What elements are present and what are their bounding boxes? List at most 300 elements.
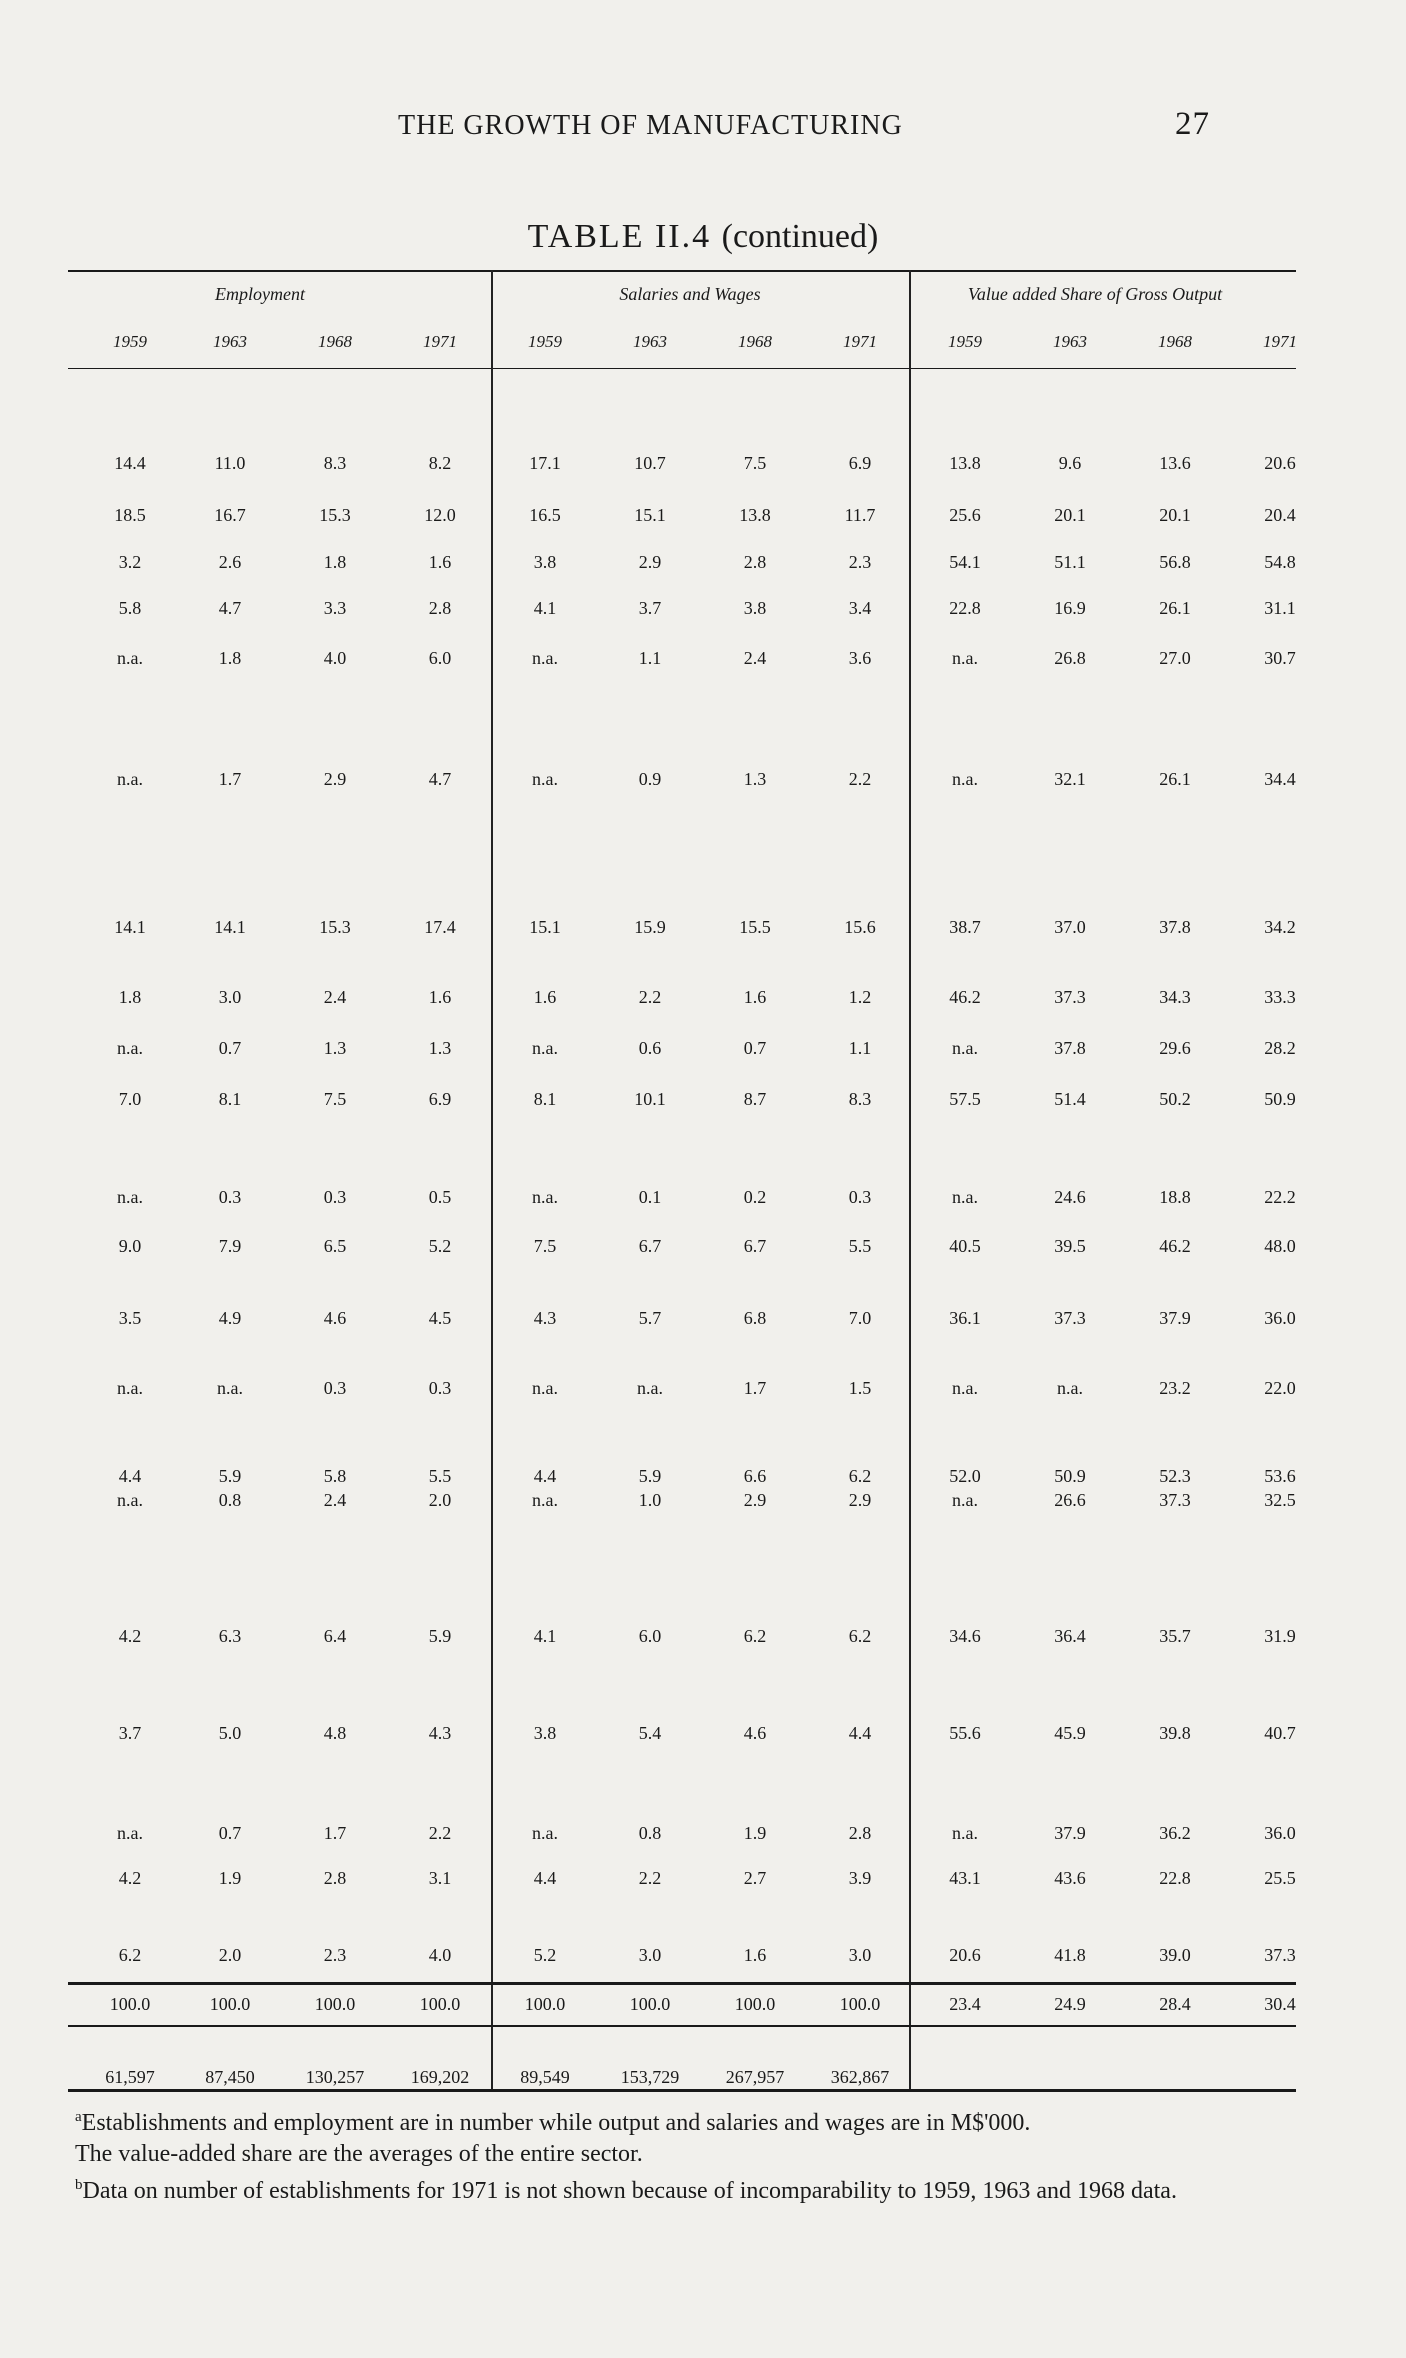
table-cell: 4.4 — [533, 1466, 557, 1486]
year-header: 1971 — [1263, 332, 1297, 351]
table-cell: 2.8 — [848, 1823, 872, 1843]
table-cell: 3.1 — [428, 1868, 452, 1888]
table-cell: 7.5 — [323, 1089, 347, 1109]
table-cell: 0.2 — [743, 1187, 767, 1207]
table-cell: 6.4 — [323, 1626, 347, 1646]
table-cell: 267,957 — [725, 2067, 785, 2087]
table-cell: 5.0 — [218, 1723, 242, 1743]
table-cell: 45.9 — [1054, 1723, 1086, 1743]
table-cell: 31.1 — [1264, 598, 1296, 618]
table-cell: 37.3 — [1054, 1308, 1086, 1328]
table-cell: 0.3 — [218, 1187, 242, 1207]
table-cell: 1.7 — [743, 1378, 767, 1398]
table-row — [0, 1378, 1406, 1404]
year-header: 1963 — [633, 332, 667, 351]
table-cell: 34.4 — [1264, 769, 1296, 789]
table-row — [0, 1308, 1406, 1334]
table-cell: 48.0 — [1264, 1236, 1296, 1256]
table-cell: 6.7 — [743, 1236, 767, 1256]
table-cell: 37.3 — [1054, 987, 1086, 1007]
table-cell: 2.0 — [218, 1945, 242, 1965]
table-row — [0, 917, 1406, 943]
table-cell: 54.8 — [1264, 552, 1296, 572]
table-cell: 4.2 — [118, 1626, 142, 1646]
year-header: 1971 — [423, 332, 457, 351]
table-label: TABLE II.4 — [527, 218, 712, 255]
footnote-a-text: Establishments and employment are in number while output and salaries and wages are in M$'000. — [81, 2110, 1031, 2136]
table-cell: 3.0 — [218, 987, 242, 1007]
table-cell: 25.6 — [949, 505, 981, 525]
table-cell: 1.9 — [743, 1823, 767, 1843]
table-cell: n.a. — [952, 1187, 978, 1207]
table-cell: 7.0 — [118, 1089, 142, 1109]
year-header: 1971 — [843, 332, 877, 351]
table-row — [0, 453, 1406, 479]
table-cell: 6.2 — [743, 1626, 767, 1646]
table-cell: 1.2 — [848, 987, 872, 1007]
table-cell: 30.7 — [1264, 648, 1296, 668]
table-cell: 5.8 — [118, 598, 142, 618]
table-cell: n.a. — [532, 1187, 558, 1207]
table-cell: n.a. — [532, 769, 558, 789]
table-cell: 3.3 — [323, 598, 347, 618]
table-row — [0, 987, 1406, 1013]
table-cell: 0.8 — [638, 1823, 662, 1843]
table-cell: 6.2 — [848, 1626, 872, 1646]
table-cell: 6.0 — [638, 1626, 662, 1646]
table-cell: 22.0 — [1264, 1378, 1296, 1398]
table-cell: 23.4 — [949, 1994, 981, 2014]
table-cell: 61,597 — [105, 2067, 155, 2087]
table-cell: 1.9 — [218, 1868, 242, 1888]
table-cell: n.a. — [532, 648, 558, 668]
table-cell: 1.6 — [743, 987, 767, 1007]
table-cell: 3.8 — [533, 1723, 557, 1743]
table-cell: 2.4 — [743, 648, 767, 668]
table-cell: 8.3 — [848, 1089, 872, 1109]
table-cell: 36.0 — [1264, 1308, 1296, 1328]
table-cell: 1.6 — [428, 552, 452, 572]
table-cell: 37.9 — [1054, 1823, 1086, 1843]
table-cell: n.a. — [952, 1378, 978, 1398]
table-cell: 15.1 — [529, 917, 561, 937]
table-cell: 2.9 — [848, 1490, 872, 1510]
year-header: 1963 — [1053, 332, 1087, 351]
table-cell: 4.4 — [848, 1723, 872, 1743]
table-cell: 4.3 — [428, 1723, 452, 1743]
table-cell: 0.6 — [638, 1038, 662, 1058]
table-cell: 3.4 — [848, 598, 872, 618]
year-header: 1963 — [213, 332, 247, 351]
table-cell: n.a. — [532, 1038, 558, 1058]
table-cell: 5.8 — [323, 1466, 347, 1486]
table-cell: n.a. — [952, 1038, 978, 1058]
table-cell: 50.2 — [1159, 1089, 1191, 1109]
table-cell: 3.8 — [743, 598, 767, 618]
table-cell: 22.8 — [1159, 1868, 1191, 1888]
table-row — [0, 1038, 1406, 1064]
table-cell: n.a. — [637, 1378, 663, 1398]
table-cell: n.a. — [117, 1490, 143, 1510]
table-cell: 8.1 — [218, 1089, 242, 1109]
table-cell: 50.9 — [1264, 1089, 1296, 1109]
table-cell: 54.1 — [949, 552, 981, 572]
table-cell: 7.5 — [743, 453, 767, 473]
table-cell: 4.7 — [428, 769, 452, 789]
table-row — [0, 1945, 1406, 1971]
table-cell: 1.7 — [218, 769, 242, 789]
table-cell: 6.5 — [323, 1236, 347, 1256]
table-cell: 2.6 — [218, 552, 242, 572]
table-cell: 34.6 — [949, 1626, 981, 1646]
table-cell: 2.2 — [428, 1823, 452, 1843]
table-cell: 17.4 — [424, 917, 456, 937]
table-cell: 6.2 — [118, 1945, 142, 1965]
table-cell: 5.5 — [848, 1236, 872, 1256]
table-cell: n.a. — [532, 1378, 558, 1398]
table-continued: (continued) — [721, 218, 879, 255]
table-cell: 2.8 — [428, 598, 452, 618]
table-cell: 16.9 — [1054, 598, 1086, 618]
table-cell: 15.9 — [634, 917, 666, 937]
table-cell: 6.8 — [743, 1308, 767, 1328]
table-cell: 13.6 — [1159, 453, 1191, 473]
table-cell: n.a. — [952, 1823, 978, 1843]
table-cell: 37.9 — [1159, 1308, 1191, 1328]
table-cell: 31.9 — [1264, 1626, 1296, 1646]
table-cell: 22.2 — [1264, 1187, 1296, 1207]
total-rule — [68, 1982, 1296, 1985]
table-cell: 39.0 — [1159, 1945, 1191, 1965]
table-cell: 4.3 — [533, 1308, 557, 1328]
table-cell: 36.0 — [1264, 1823, 1296, 1843]
table-cell: 2.4 — [323, 1490, 347, 1510]
table-cell: 4.6 — [323, 1308, 347, 1328]
table-cell: 15.1 — [634, 505, 666, 525]
footnote-value-added: The value-added share are the averages of the entire sector. — [75, 2141, 643, 2167]
table-row — [0, 598, 1406, 624]
table-cell: 5.9 — [638, 1466, 662, 1486]
table-cell: 43.6 — [1054, 1868, 1086, 1888]
table-cell: 100.0 — [524, 1994, 566, 2014]
table-cell: 3.8 — [533, 552, 557, 572]
table-cell: 6.2 — [848, 1466, 872, 1486]
table-cell: 41.8 — [1054, 1945, 1086, 1965]
table-cell: 35.7 — [1159, 1626, 1191, 1646]
table-cell: 1.1 — [638, 648, 662, 668]
table-cell: 1.8 — [118, 987, 142, 1007]
top-rule — [68, 270, 1296, 272]
table-cell: 130,257 — [305, 2067, 365, 2087]
table-cell: 89,549 — [520, 2067, 570, 2087]
table-cell: n.a. — [217, 1378, 243, 1398]
table-cell: 52.3 — [1159, 1466, 1191, 1486]
table-cell: 37.3 — [1159, 1490, 1191, 1510]
footnote-b-marker: b — [75, 2177, 83, 2193]
table-row — [0, 1823, 1406, 1849]
table-cell: 2.3 — [848, 552, 872, 572]
table-cell: 8.3 — [323, 453, 347, 473]
table-cell: 50.9 — [1054, 1466, 1086, 1486]
table-cell: 40.7 — [1264, 1723, 1296, 1743]
header-rule — [68, 368, 1296, 369]
table-cell: 1.3 — [323, 1038, 347, 1058]
table-cell: 37.3 — [1264, 1945, 1296, 1965]
table-cell: 37.8 — [1159, 917, 1191, 937]
table-row — [0, 1089, 1406, 1115]
table-cell: 2.8 — [323, 1868, 347, 1888]
table-cell: n.a. — [117, 1187, 143, 1207]
table-cell: 1.0 — [638, 1490, 662, 1510]
table-cell: 51.1 — [1054, 552, 1086, 572]
table-cell: 9.6 — [1058, 453, 1082, 473]
column-divider-2 — [909, 270, 911, 2090]
table-cell: 1.8 — [323, 552, 347, 572]
year-header: 1968 — [318, 332, 352, 351]
table-cell: 7.0 — [848, 1308, 872, 1328]
table-cell: 6.7 — [638, 1236, 662, 1256]
table-cell: n.a. — [1057, 1378, 1083, 1398]
table-cell: 24.9 — [1054, 1994, 1086, 2014]
table-cell: 5.2 — [428, 1236, 452, 1256]
table-cell: 11.0 — [214, 453, 246, 473]
table-cell: 1.8 — [218, 648, 242, 668]
table-cell: 1.3 — [743, 769, 767, 789]
table-cell: 2.9 — [323, 769, 347, 789]
table-cell: 0.3 — [848, 1187, 872, 1207]
table-cell: 15.3 — [319, 505, 351, 525]
table-cell: 33.3 — [1264, 987, 1296, 1007]
table-row — [0, 769, 1406, 795]
table-cell: 14.1 — [114, 917, 146, 937]
column-divider-1 — [491, 270, 493, 2090]
page-number: 27 — [1175, 106, 1210, 142]
table-cell: 4.4 — [533, 1868, 557, 1888]
table-cell: 2.8 — [743, 552, 767, 572]
table-cell: 46.2 — [1159, 1236, 1191, 1256]
table-cell: 26.8 — [1054, 648, 1086, 668]
table-cell: 37.8 — [1054, 1038, 1086, 1058]
table-cell: 23.2 — [1159, 1378, 1191, 1398]
table-cell: 15.5 — [739, 917, 771, 937]
table-cell: 5.2 — [533, 1945, 557, 1965]
table-cell: 39.5 — [1054, 1236, 1086, 1256]
table-cell: 1.7 — [323, 1823, 347, 1843]
total-rule — [68, 2025, 1296, 2027]
table-cell: 25.5 — [1264, 1868, 1296, 1888]
table-cell: 26.1 — [1159, 598, 1191, 618]
table-cell: 1.1 — [848, 1038, 872, 1058]
group-value-added-share: Value added Share of Gross Output — [967, 284, 1223, 304]
table-cell: 5.5 — [428, 1466, 452, 1486]
table-row — [0, 1994, 1406, 2020]
table-cell: 2.2 — [848, 769, 872, 789]
table-row — [0, 648, 1406, 674]
table-cell: n.a. — [117, 648, 143, 668]
table-cell: 362,867 — [830, 2067, 890, 2087]
table-cell: 4.0 — [323, 648, 347, 668]
year-header: 1959 — [948, 332, 982, 351]
table-cell: 16.5 — [529, 505, 561, 525]
table-cell: n.a. — [117, 1823, 143, 1843]
table-row — [0, 1490, 1406, 1516]
table-cell: 15.3 — [319, 917, 351, 937]
table-title — [0, 218, 1406, 256]
footnote-a — [75, 2102, 1195, 2139]
table-cell: 2.2 — [638, 987, 662, 1007]
table-cell: n.a. — [952, 1490, 978, 1510]
table-cell: 29.6 — [1159, 1038, 1191, 1058]
table-cell: 40.5 — [949, 1236, 981, 1256]
table-cell: 7.9 — [218, 1236, 242, 1256]
table-cell: 26.6 — [1054, 1490, 1086, 1510]
table-cell: 6.9 — [848, 453, 872, 473]
table-cell: 32.1 — [1054, 769, 1086, 789]
table-cell: 100.0 — [109, 1994, 151, 2014]
table-cell: 0.1 — [638, 1187, 662, 1207]
table-cell: 4.2 — [118, 1868, 142, 1888]
year-header: 1968 — [738, 332, 772, 351]
footnote-a-marker: a — [75, 2109, 82, 2125]
footnote-b — [75, 2170, 1195, 2207]
table-cell: 12.0 — [424, 505, 456, 525]
table-cell: 4.8 — [323, 1723, 347, 1743]
table-row — [0, 1626, 1406, 1652]
table-cell: n.a. — [117, 1038, 143, 1058]
table-cell: 3.7 — [118, 1723, 142, 1743]
table-cell: 3.0 — [848, 1945, 872, 1965]
table-cell: 169,202 — [410, 2067, 470, 2087]
table-cell: n.a. — [952, 648, 978, 668]
table-cell: 11.7 — [844, 505, 876, 525]
table-cell: 34.2 — [1264, 917, 1296, 937]
table-cell: 1.6 — [743, 1945, 767, 1965]
table-cell: 0.9 — [638, 769, 662, 789]
table-cell: 1.5 — [848, 1378, 872, 1398]
table-row — [0, 1723, 1406, 1749]
table-cell: n.a. — [532, 1823, 558, 1843]
table-cell: 3.0 — [638, 1945, 662, 1965]
table-cell: 51.4 — [1054, 1089, 1086, 1109]
year-header: 1959 — [113, 332, 147, 351]
table-cell: 20.4 — [1264, 505, 1296, 525]
table-cell: 26.1 — [1159, 769, 1191, 789]
table-cell: 34.3 — [1159, 987, 1191, 1007]
table-cell: 43.1 — [949, 1868, 981, 1888]
table-cell: 4.4 — [118, 1466, 142, 1486]
table-cell: 100.0 — [629, 1994, 671, 2014]
table-cell: 0.3 — [428, 1378, 452, 1398]
table-cell: 10.7 — [634, 453, 666, 473]
table-cell: 16.7 — [214, 505, 246, 525]
table-cell: 1.3 — [428, 1038, 452, 1058]
table-cell: 4.0 — [428, 1945, 452, 1965]
table-cell: 0.7 — [743, 1038, 767, 1058]
table-cell: 6.9 — [428, 1089, 452, 1109]
table-cell: 38.7 — [949, 917, 981, 937]
table-cell: 13.8 — [739, 505, 771, 525]
table-cell: 20.6 — [949, 1945, 981, 1965]
table-cell: 100.0 — [839, 1994, 881, 2014]
table-cell: 4.9 — [218, 1308, 242, 1328]
table-cell: 4.1 — [533, 1626, 557, 1646]
table-cell: 15.6 — [844, 917, 876, 937]
table-cell: 17.1 — [529, 453, 561, 473]
year-header: 1959 — [528, 332, 562, 351]
table-cell: 18.8 — [1159, 1187, 1191, 1207]
table-cell: 100.0 — [314, 1994, 356, 2014]
table-cell: 2.3 — [323, 1945, 347, 1965]
table-cell: 32.5 — [1264, 1490, 1296, 1510]
table-row — [0, 552, 1406, 578]
table-row — [0, 505, 1406, 531]
table-cell: 10.1 — [634, 1089, 666, 1109]
table-cell: 87,450 — [205, 2067, 255, 2087]
table-cell: 153,729 — [620, 2067, 680, 2087]
table-cell: 3.5 — [118, 1308, 142, 1328]
table-cell: 4.6 — [743, 1723, 767, 1743]
table-cell: 36.2 — [1159, 1823, 1191, 1843]
table-cell: 57.5 — [949, 1089, 981, 1109]
table-cell: n.a. — [117, 769, 143, 789]
table-cell: 0.7 — [218, 1038, 242, 1058]
table-cell: 20.1 — [1159, 505, 1191, 525]
table-cell: 9.0 — [118, 1236, 142, 1256]
table-cell: 53.6 — [1264, 1466, 1296, 1486]
table-cell: 4.1 — [533, 598, 557, 618]
table-cell: 3.7 — [638, 598, 662, 618]
table-cell: 14.1 — [214, 917, 246, 937]
table-cell: 2.0 — [428, 1490, 452, 1510]
table-cell: 4.7 — [218, 598, 242, 618]
table-cell: 5.4 — [638, 1723, 662, 1743]
group-employment: Employment — [215, 284, 305, 304]
table-cell: 13.8 — [949, 453, 981, 473]
table-cell: 6.3 — [218, 1626, 242, 1646]
table-cell: 1.6 — [533, 987, 557, 1007]
table-cell: 0.5 — [428, 1187, 452, 1207]
table-cell: 3.6 — [848, 648, 872, 668]
table-cell: 5.9 — [428, 1626, 452, 1646]
table-cell: 6.6 — [743, 1466, 767, 1486]
table-cell: 8.1 — [533, 1089, 557, 1109]
table-cell: 36.4 — [1054, 1626, 1086, 1646]
table-cell: 20.6 — [1264, 453, 1296, 473]
table-cell: 36.1 — [949, 1308, 981, 1328]
table-cell: 3.2 — [118, 552, 142, 572]
table-cell: 24.6 — [1054, 1187, 1086, 1207]
table-cell: n.a. — [532, 1490, 558, 1510]
table-row — [0, 1868, 1406, 1894]
table-cell: 2.9 — [638, 552, 662, 572]
table-cell: 0.8 — [218, 1490, 242, 1510]
table-cell: n.a. — [117, 1378, 143, 1398]
table-cell: 100.0 — [419, 1994, 461, 2014]
table-cell: 8.7 — [743, 1089, 767, 1109]
table-cell: 8.2 — [428, 453, 452, 473]
table-cell: 27.0 — [1159, 648, 1191, 668]
table-cell: 4.5 — [428, 1308, 452, 1328]
table-cell: 2.7 — [743, 1868, 767, 1888]
table-cell: 37.0 — [1054, 917, 1086, 937]
total-rule — [68, 2089, 1296, 2092]
table-cell: 20.1 — [1054, 505, 1086, 525]
table-cell: 3.9 — [848, 1868, 872, 1888]
table-cell: 22.8 — [949, 598, 981, 618]
table-cell: 6.0 — [428, 648, 452, 668]
footnotes — [75, 2102, 1195, 2207]
table-cell: 0.3 — [323, 1187, 347, 1207]
